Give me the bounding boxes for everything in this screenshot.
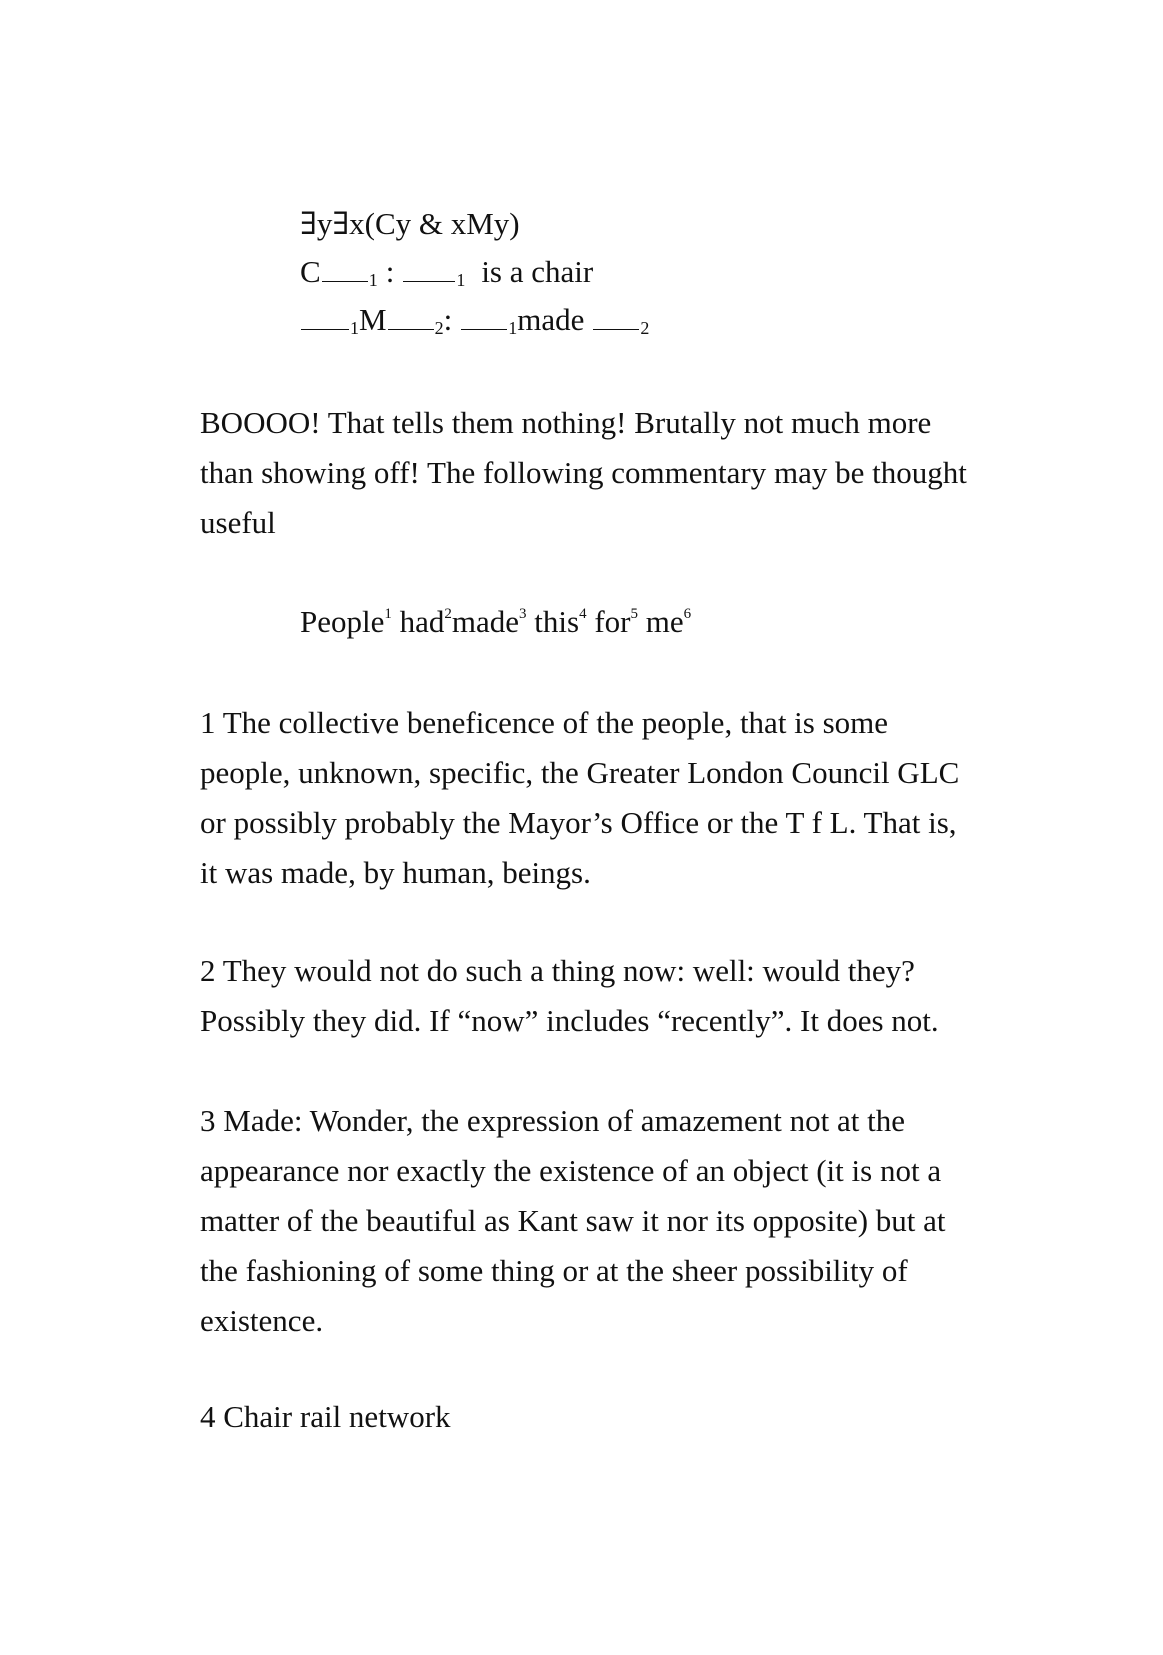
note-4	[200, 1392, 980, 1442]
note-text: 4 Chair rail network	[200, 1399, 451, 1434]
annotated-word: made	[451, 604, 520, 639]
note-text: 2 They would not do such a thing now: well: would they? Possibly they did. If “now” includes “recently”. It does not.	[200, 953, 939, 1038]
formula-block	[300, 200, 649, 344]
paragraph-text: BOOOO! That tells them nothing! Brutally not much more than showing off! The following commentary may be thought useful	[200, 405, 967, 540]
annotated-word: me	[645, 604, 684, 639]
subscript: 1	[456, 270, 466, 290]
subscript: 1	[368, 270, 378, 290]
annotated-sentence	[300, 598, 691, 646]
note-marker: 6	[683, 606, 692, 622]
subscript: 2	[434, 318, 444, 338]
subscript: 1	[508, 318, 518, 338]
note-2	[200, 946, 980, 1046]
note-marker: 1	[384, 606, 392, 622]
note-3	[200, 1096, 980, 1346]
boo-paragraph	[200, 398, 980, 548]
predicate-gloss: made	[517, 302, 585, 337]
colon: :	[443, 302, 453, 337]
subscript: 1	[350, 318, 359, 338]
formula-line-made-predicate	[300, 296, 649, 344]
predicate-letter-c: C	[300, 254, 321, 289]
blank-line	[403, 261, 455, 282]
blank-line	[322, 261, 368, 282]
annotated-word: People	[300, 604, 385, 639]
annotated-word: this	[534, 604, 580, 639]
note-text: 1 The collective beneficence of the people, that is some people, unknown, specific, the Greater London Council GLC or possibly probably the Mayor’s Office or the T f L. That is, it was made, by human, beings.	[200, 705, 960, 890]
annotated-word: had	[399, 604, 445, 639]
note-text: 3 Made: Wonder, the expression of amazement not at the appearance nor exactly the existence of an object (it is not a matter of the beautiful as Kant saw it nor its opposite) but at the fashioning of some thing or at the sheer possibility of existence.	[200, 1103, 946, 1338]
note-1	[200, 698, 980, 898]
formula-line-quantified	[300, 200, 649, 248]
note-marker: 5	[630, 606, 638, 622]
predicate-letter-m: M	[359, 302, 387, 337]
colon: :	[385, 254, 395, 289]
subscript: 2	[640, 318, 650, 338]
blank-line	[301, 309, 349, 330]
note-marker: 3	[519, 606, 527, 622]
formula-line-chair-predicate	[300, 248, 649, 296]
blank-line	[593, 309, 639, 330]
annotated-word: for	[594, 604, 631, 639]
blank-line	[461, 309, 507, 330]
formula-expression: ∃y∃x(Cy & xMy)	[300, 206, 520, 241]
blank-line	[388, 309, 434, 330]
note-marker: 4	[579, 606, 587, 622]
note-marker: 2	[444, 606, 452, 622]
predicate-gloss: is a chair	[481, 254, 594, 289]
